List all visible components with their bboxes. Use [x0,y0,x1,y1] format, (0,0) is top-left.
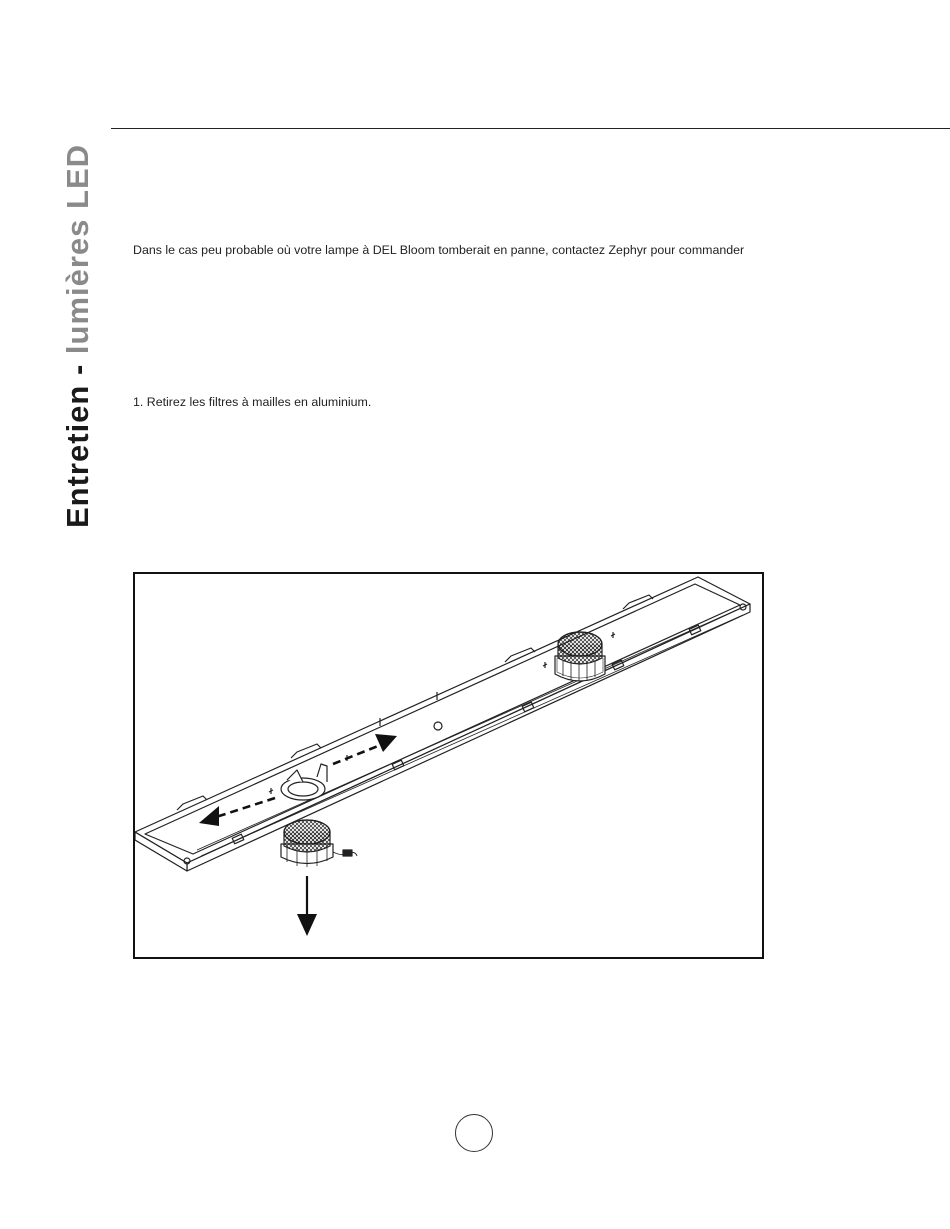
led-replacement-illustration [133,572,764,959]
light-bar-drawing [135,574,762,957]
side-title-main: Entretien - [60,354,95,528]
bar-outer-top [135,577,750,863]
removal-arrow-head [297,914,317,936]
header-rule [111,128,950,129]
bar-inner-rail [197,609,739,850]
step-1-text: 1. Retirez les filtres à mailles en aluminium. [133,395,372,409]
installed-led-module [555,632,605,681]
removed-led-module [281,820,357,867]
side-title-sub: lumières LED [60,143,95,355]
bar-front-face [187,604,750,871]
side-section-title [60,144,96,528]
intro-paragraph: Dans le cas peu probable où votre lampe à DEL Bloom tomberait en panne, contactez Zephyr pour commander [133,243,745,257]
page-number-circle [455,1114,493,1152]
